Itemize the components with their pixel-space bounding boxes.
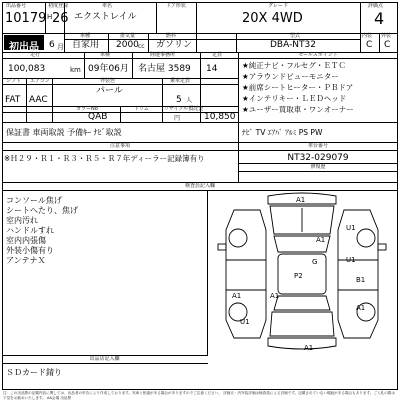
header-vline-6 [108,33,109,52]
notes-title-line [2,150,238,151]
label-notes: 注意事項 [109,143,130,149]
label-inspection: 車検 [100,52,111,58]
label-recycle: リサイクル預託金 [164,106,204,112]
header-vline-4 [196,2,197,33]
sales-point-2: ★アラウンドビューモニター [242,72,339,81]
mark-right-rear: B1 [356,276,366,284]
displacement: 2000 [116,40,139,50]
label-chassis: 車台番号 [307,143,328,149]
reg-month-unit: 月 [57,43,64,51]
specs-row-1 [2,58,238,59]
inspector-item-6: 外装小傷有り [6,246,54,255]
specs-vline-d [26,78,27,122]
label-shift: シフト [6,78,22,84]
model-code: DBA-NT32 [270,40,316,50]
fuel-type: ガソリン [156,40,193,50]
chassis-title-line [238,150,398,151]
seat-unit: 人 [186,97,193,104]
accident-title-line [238,171,398,172]
label-grade: グレード [268,3,289,9]
sales-title-line [238,58,398,59]
mark-left-fender: A1 [232,292,242,300]
header-vline-5 [360,2,361,52]
sales-point-4: ★インテリキー・ＬＥＤヘッド [242,94,347,103]
specs-row-7 [2,142,398,143]
label-score: 評価点 [368,3,384,9]
color-code: QAB [88,112,108,122]
documents: 保証書 車両取説 予備ｷｰ ﾅﾋﾞ取説 [6,128,122,137]
exterior-grade: C [384,40,391,50]
header-vline-10 [379,33,380,52]
mark-roof: G [312,258,318,266]
mark-front: A1 [296,196,306,204]
grade: 20X 4WD [242,11,303,26]
inspector-item-5: 室内内張傷 [6,236,46,245]
reg-month: 6 [49,40,55,50]
seat-count: 5 [176,95,182,105]
mark-front-right: U1 [346,224,356,232]
mark-hood: A1 [316,236,326,244]
header-vline-8 [196,33,197,52]
equipment-line [238,122,398,123]
air-conditioner: AAC [29,95,48,105]
inspector-item-2: シートへたり、焦げ [6,206,78,215]
label-first-reg: 初度登録 [48,3,69,9]
label-seats: 乗車定員 [170,78,191,84]
diagram-right-front-wheel [357,229,375,247]
inspector-title: 検査員記入欄 [184,183,215,189]
label-color-code: カラーNo [76,106,98,112]
notes-text: ※Ｈ２９・Ｒ１・Ｒ３・Ｒ５・Ｒ７年ディーラー記録簿有り [4,154,205,163]
header-vline-9 [236,33,237,52]
label-accident: 修復歴 [310,164,326,170]
label-mileage: 走行 [30,52,41,58]
inspection-date: 09年06月 [88,64,129,74]
diagram-rear-bumper [268,338,336,349]
header-vline-2 [64,2,65,52]
specs-row-3 [2,84,238,85]
sales-points-title: セールスポイント [298,52,338,58]
exterior-color: パール [96,86,123,96]
label-cc: 排気量 [120,33,136,39]
footer-note: 注：この出品票の記載内容に関しては、出品者の申告により作成しております。実車と相違がある場合がありますのでご注意ください。 評価点・内外装評価は検査員による評価です。記載されていない瑕疵がある場合もあります。ご入札の際は下見をお勧めいたします。 AA会場 出品票 [3,391,395,400]
diagram-rear-window [274,296,330,310]
seller-title: 出品店記入欄 [89,356,120,362]
label-color: 外装色 [100,78,116,84]
first-listing-badge-text: 初出品 [9,42,39,53]
recycle-fee: 10,850 [204,112,236,122]
specs-vline-c [200,52,201,78]
mark-roof-mid: P2 [294,272,303,280]
label-lot: 出品番号 [6,3,27,9]
diagram-left-front-wheel [229,229,247,247]
label-door: ドア形状 [166,3,186,9]
label-plate: 陸運事務所 [150,52,176,58]
equipment-list: ﾅﾋﾞ TV ｴｱﾊﾞ ｱﾙﾐ PS PW [242,128,323,137]
displacement-unit: cc [138,43,145,50]
sales-point-3: ★前席シートヒーター・ＰＢドア [242,83,354,92]
era: H [47,13,53,21]
car-name: エクストレイル [74,12,137,22]
sales-point-1: ★純正ナビ・フルセグ・ＥＴＣ [242,61,346,70]
mark-rear-left-pillar: A1 [270,292,280,300]
specs-vline-b [132,52,133,78]
specs-vline-a [84,52,85,78]
score: 4 [374,9,385,28]
specs-right-border [238,52,239,142]
label-capacity: 定員 [212,52,223,58]
plate-number: 14 [206,64,218,74]
car-type: 自家用 [72,40,100,50]
label-fuel: 燃料 [166,33,177,39]
label-ac: エアコン [30,78,50,84]
reg-year: 26 [52,11,69,26]
specs-vline-h [120,106,121,122]
header-vline-7 [148,33,149,52]
inspector-item-1: コンソール焦げ [6,196,62,205]
shift: FAT [5,95,21,105]
label-trim: トリム [134,106,150,112]
mark-rear-right: A1 [356,304,366,312]
label-car-type: 車種 [80,33,91,39]
inspector-item-7: アンテナＸ [6,256,46,265]
label-exterior: 外装 [381,33,392,39]
label-car-name: 車名 [102,3,113,9]
lot-number: 10179 [5,11,47,26]
specs-row-6 [2,122,238,123]
chassis-number: NT32-029079 [287,153,349,163]
inspector-item-3: 室内汚れ [6,216,38,225]
seller-note: ＳＤカード錆り [6,368,62,377]
diagram-trunk [270,312,334,336]
header-vline-3 [156,2,157,33]
mark-rear-left: U1 [240,318,250,326]
mileage: 100,083 [8,64,46,74]
specs-vline-f [162,78,163,122]
label-interior: 内装 [362,33,373,39]
mark-rear-bumper: A1 [304,344,314,352]
sales-point-5: ★ユーザー買取車・ワンオーナー [242,105,354,114]
recycle-unit: 円 [174,115,181,122]
specs-vline-e [52,78,53,122]
seller-title-line [2,363,208,364]
label-model: 型式 [290,33,301,39]
plate-office: 名古屋 3589 [138,64,191,74]
mileage-unit: km [70,66,81,74]
first-listing-badge [4,35,44,53]
inspector-item-4: ハンドルすれ [6,226,54,235]
header-divider-1 [2,33,398,34]
mark-right-front-door: U1 [346,256,356,264]
specs-vline-g [200,78,201,122]
interior-grade: C [366,40,373,50]
